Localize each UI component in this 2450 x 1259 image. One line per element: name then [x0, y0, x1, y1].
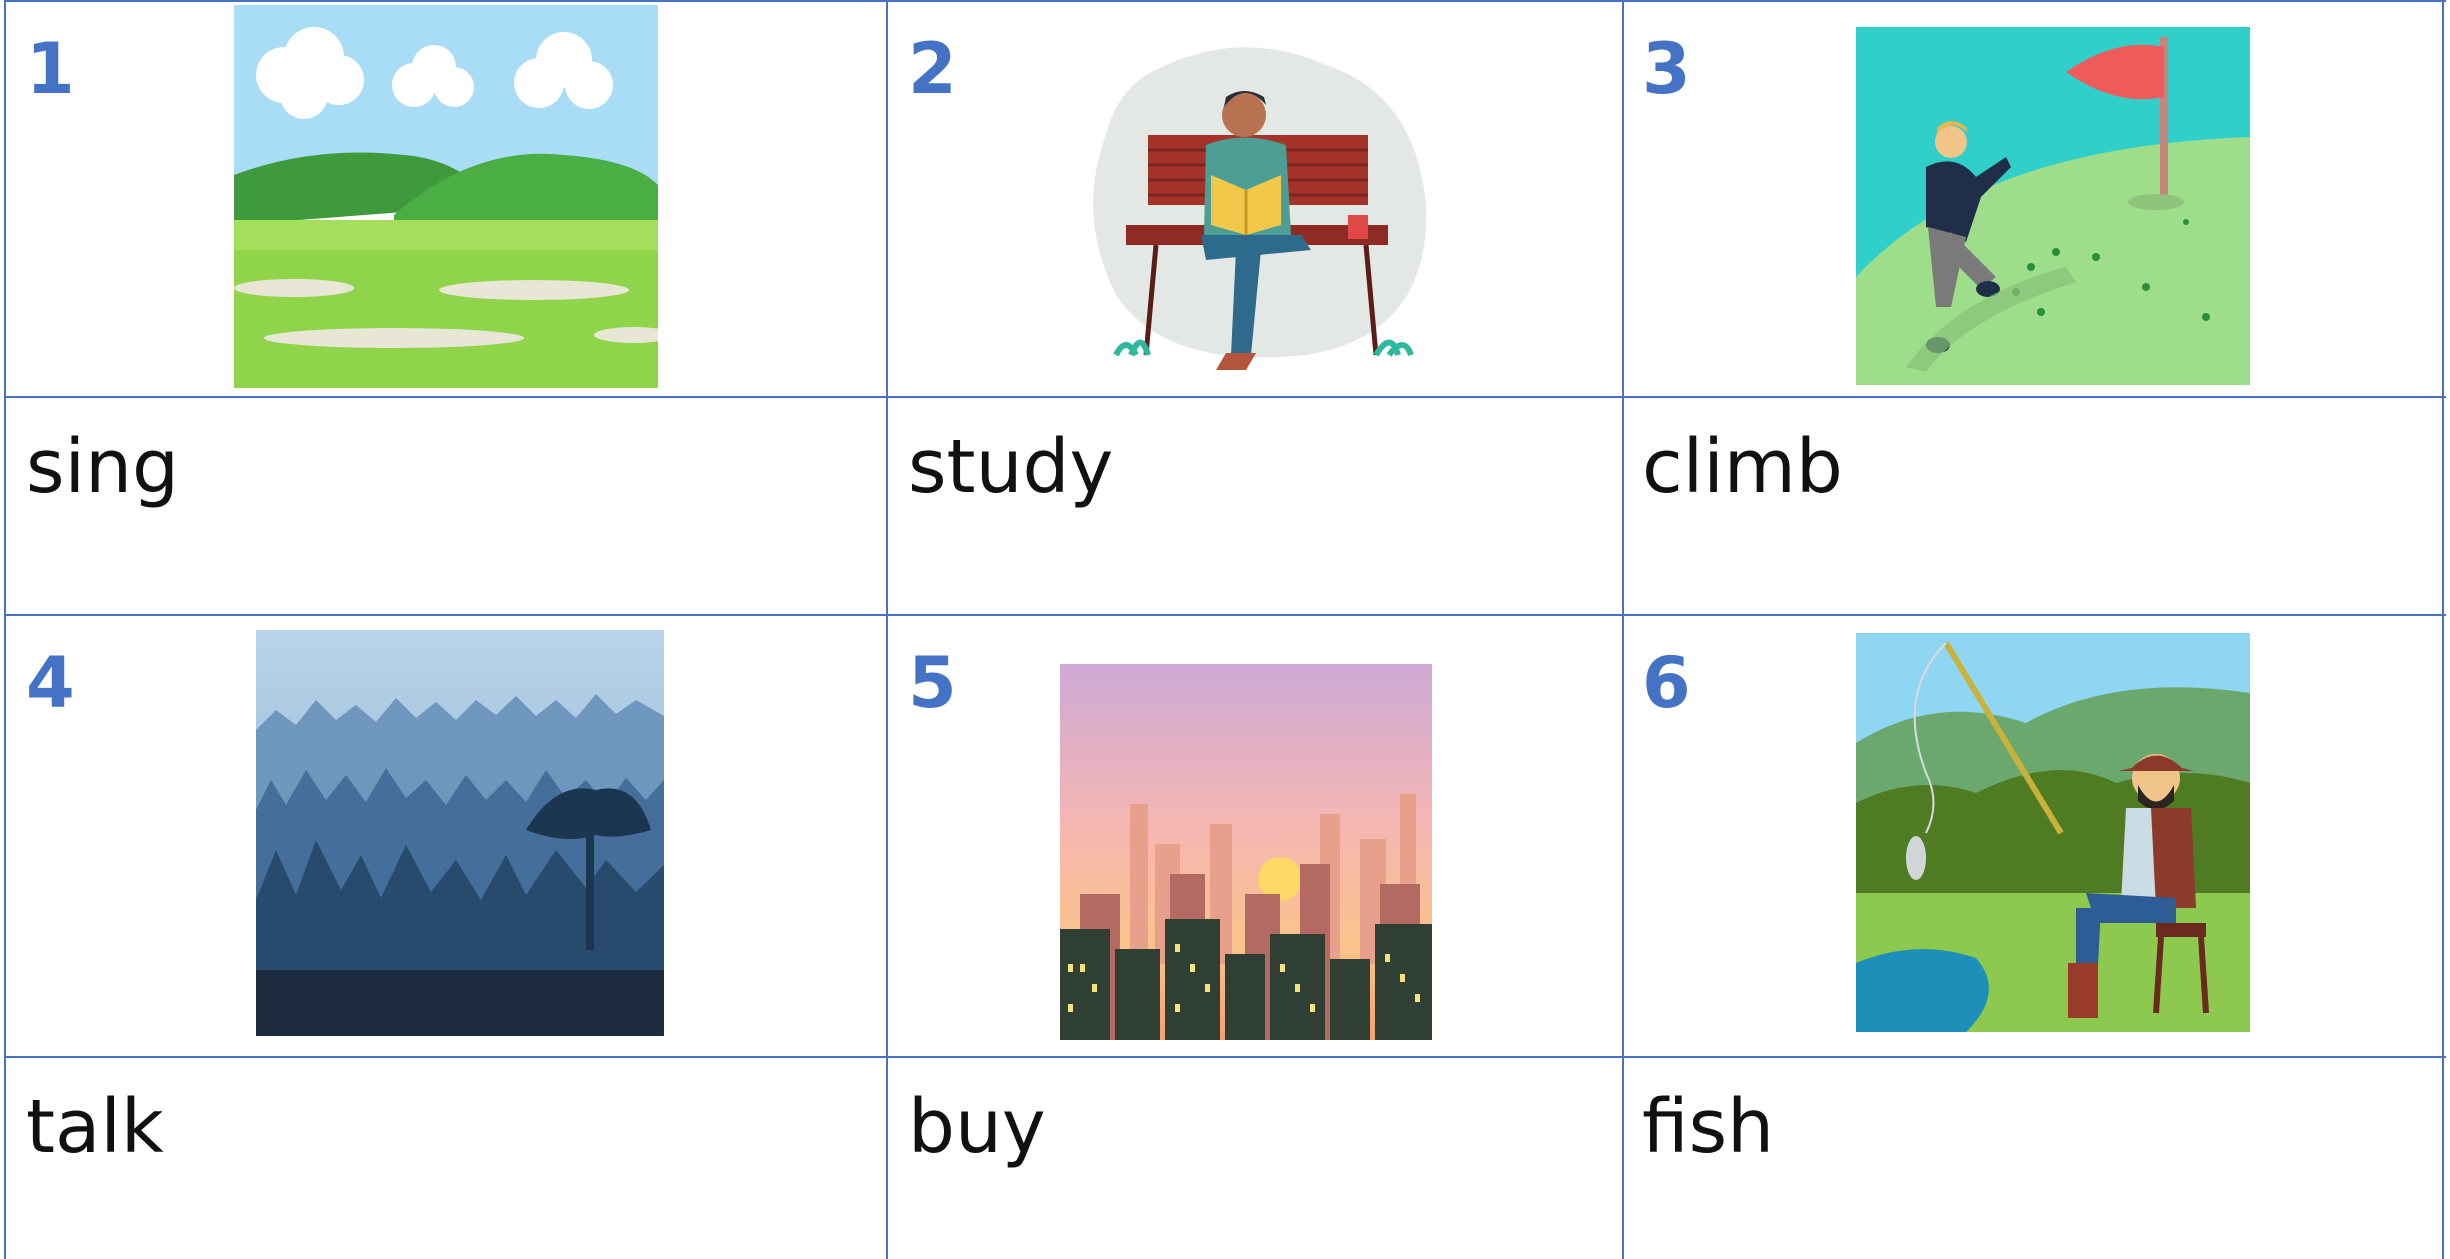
table-border-col2	[1622, 0, 1624, 1259]
cell-number: 6	[1642, 642, 1691, 724]
table-border-right	[2442, 0, 2444, 1259]
table-border-col1	[886, 0, 888, 1259]
cell-number: 2	[908, 28, 957, 110]
city-sunset-image	[1060, 664, 1432, 1040]
cell-number: 3	[1642, 28, 1691, 110]
forest-image	[256, 630, 664, 1036]
table-border-row3	[4, 1056, 2446, 1058]
cell-word: climb	[1642, 424, 1843, 510]
cell-word: talk	[26, 1084, 164, 1170]
meadow-image	[234, 5, 658, 388]
cell-word: fish	[1642, 1084, 1775, 1170]
cell-number: 4	[26, 642, 75, 724]
cell-word: study	[908, 424, 1114, 510]
table-border-row2	[4, 614, 2446, 616]
fishing-man-image	[1856, 633, 2250, 1032]
table-border-top	[4, 0, 2446, 2]
climbing-boy-image	[1856, 27, 2250, 385]
cell-number: 1	[26, 28, 75, 110]
cell-number: 5	[908, 642, 957, 724]
cell-word: sing	[26, 424, 179, 510]
table-border-row1	[4, 396, 2446, 398]
table-border-left	[4, 0, 6, 1259]
reading-man-image	[1086, 35, 1428, 373]
cell-word: buy	[908, 1084, 1046, 1170]
